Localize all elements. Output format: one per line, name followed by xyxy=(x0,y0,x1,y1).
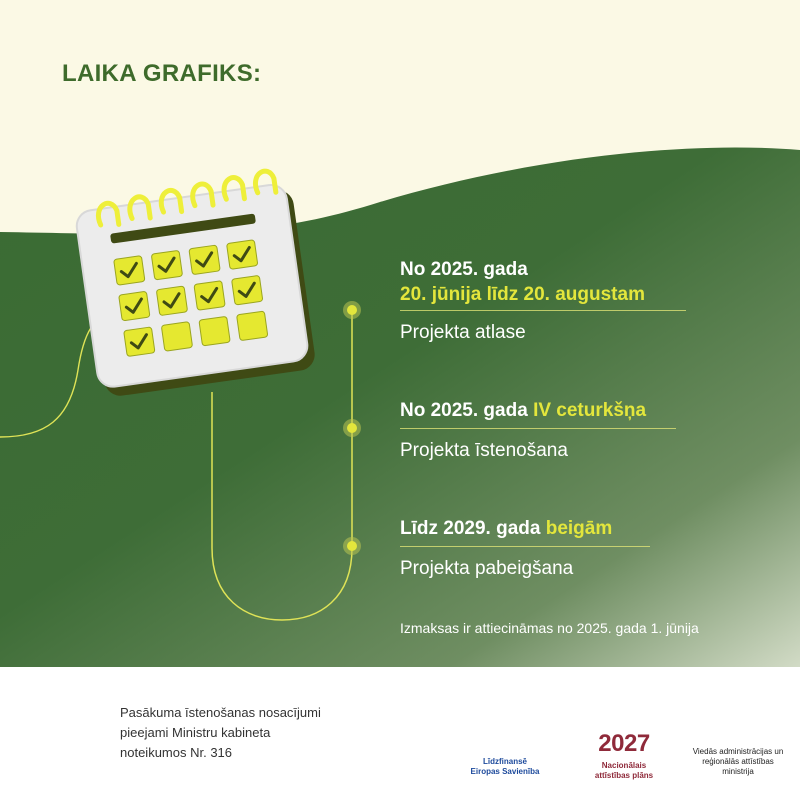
timeline-2-heading xyxy=(400,398,646,423)
ministry-caption-line: reģionālās attīstības xyxy=(702,757,774,766)
timeline-dot-3 xyxy=(343,537,361,555)
timeline-1-heading-date: 20. jūnija līdz 20. augustam xyxy=(400,284,645,305)
timeline-3-heading xyxy=(400,516,612,541)
footer-text-line: Pasākuma īstenošanas nosacījumi xyxy=(120,705,321,720)
timeline-3-heading-plain: Līdz 2029. gada xyxy=(400,518,546,539)
timeline-dot-2 xyxy=(343,419,361,437)
eligibility-note: Izmaksas ir attiecināmas no 2025. gada 1. jūnija xyxy=(400,620,699,636)
nap-caption-line: attīstības plāns xyxy=(594,771,654,780)
nap-caption-line: Nacionālais xyxy=(601,761,647,770)
timeline-3-heading-highlight: beigām xyxy=(545,518,613,539)
footer-conditions-text xyxy=(120,703,360,763)
timeline-2-heading-highlight: IV ceturkšņa xyxy=(533,400,647,421)
page-title: LAIKA GRAFIKS: xyxy=(62,60,262,87)
ministry-caption xyxy=(688,747,788,777)
timeline-3-divider xyxy=(400,546,650,547)
nap-caption xyxy=(582,761,666,781)
nap-number: 2027 xyxy=(598,730,650,757)
timeline-2-heading-plain: No 2025. gada xyxy=(400,400,534,421)
timeline-1-label: Projekta atlase xyxy=(400,322,526,343)
timeline-1-heading-line1: No 2025. gada xyxy=(400,259,528,280)
timeline-3-label: Projekta pabeigšana xyxy=(400,558,574,579)
ministry-caption-line: Viedās administrācijas un xyxy=(692,747,784,756)
calendar-icon xyxy=(73,168,317,399)
eu-caption-line: Eiropas Savienība xyxy=(470,767,540,776)
ministry-caption-line: ministrija xyxy=(722,767,754,776)
timeline-dot-1 xyxy=(343,301,361,319)
footer-text-line: noteikumos Nr. 316 xyxy=(120,745,233,760)
eu-caption xyxy=(455,757,555,777)
eu-caption-line: Līdzfinansē xyxy=(482,757,527,766)
timeline-2-divider xyxy=(400,428,676,429)
timeline-1-divider xyxy=(400,310,686,311)
footer-text-line: pieejami Ministru kabineta xyxy=(120,725,271,740)
timeline-2-label: Projekta īstenošana xyxy=(400,440,568,461)
